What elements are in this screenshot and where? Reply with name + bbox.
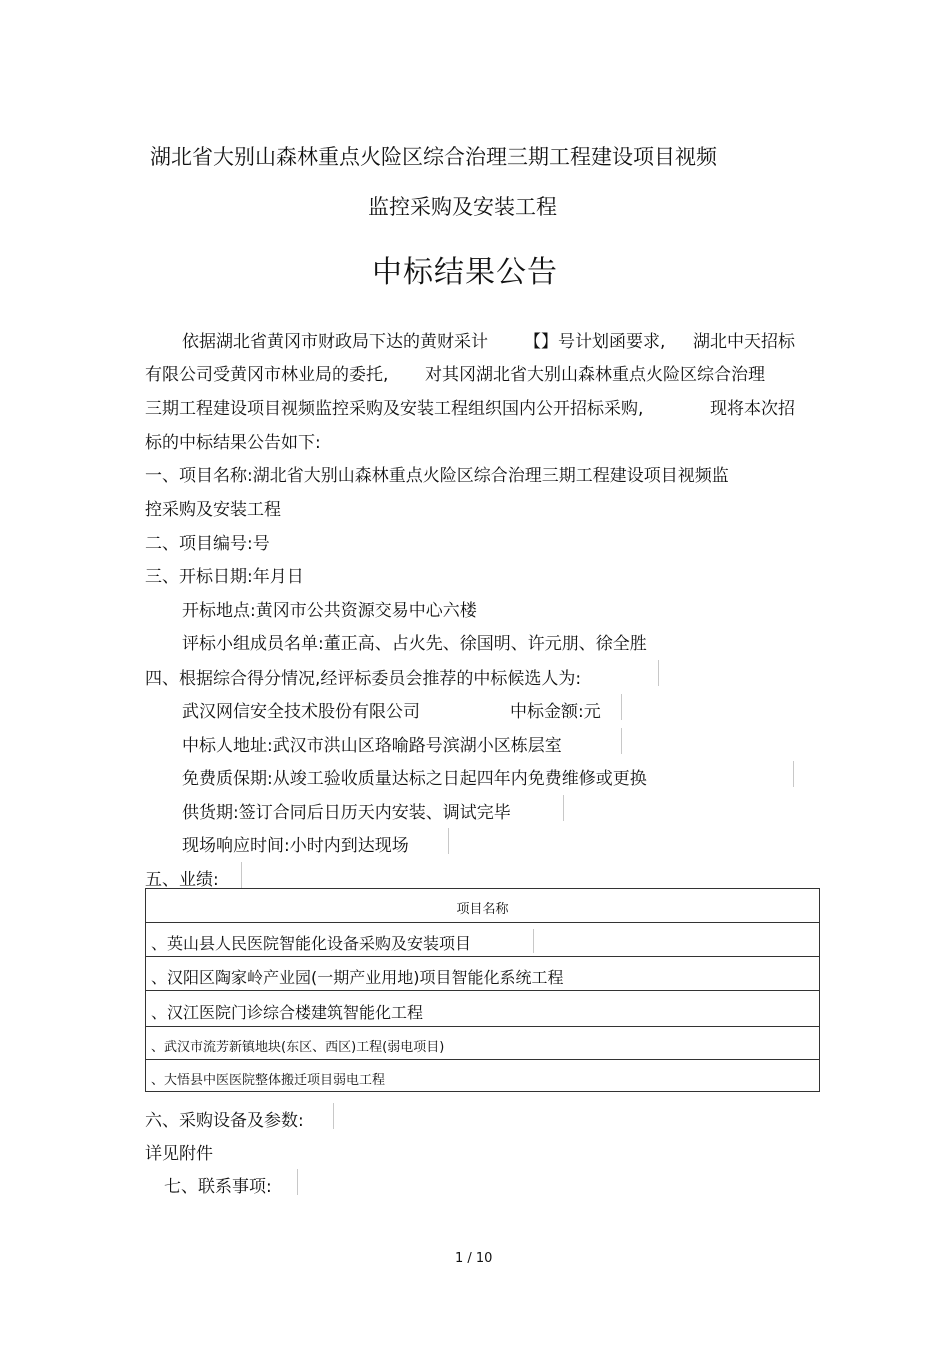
evaluation-panel: 评标小组成员名单:董正高、占火先、徐国明、许元朋、徐全胜 [182, 634, 647, 654]
section-7: 七、联系事项: [164, 1177, 272, 1197]
table-row [146, 1060, 819, 1091]
section-1-line2: 控采购及安装工程 [145, 500, 281, 520]
table-cell: 、大悟县中医医院整体搬迁项目弱电工程 [151, 1073, 386, 1088]
table-row [146, 923, 819, 957]
section-1-line1: 一、项目名称:湖北省大别山森林重点火险区综合治理三期工程建设项目视频监 [145, 466, 729, 486]
table-cell: 、英山县人民医院智能化设备采购及安装项目 [151, 934, 472, 953]
divider [563, 795, 564, 821]
divider [658, 660, 659, 686]
table-cell: 、武汉市流芳新镇地块(东区、西区)工程(弱电项目) [151, 1040, 445, 1055]
section-6: 六、采购设备及参数: [145, 1111, 304, 1131]
section-4: 四、根据综合得分情况,经评标委员会推荐的中标候选人为: [145, 669, 582, 689]
winner-address: 中标人地址:武汉市洪山区珞喻路号滨湖小区栋层室 [182, 736, 562, 756]
winner-amount: 中标金额:元 [510, 702, 601, 722]
supply-period: 供货期:签订合同后日历天内安装、调试完毕 [182, 803, 511, 823]
divider [241, 862, 242, 888]
intro-line2-a: 有限公司受黄冈市林业局的委托, [145, 365, 389, 385]
doc-heading: 中标结果公告 [372, 255, 558, 290]
intro-line3-a: 三期工程建设项目视频监控采购及安装工程组织国内公开招标采购, [145, 399, 644, 419]
divider [533, 929, 534, 953]
table-row [146, 991, 819, 1027]
doc-title-line1: 湖北省大别山森林重点火险区综合治理三期工程建设项目视频 [150, 145, 717, 169]
table-cell: 、汉阳区陶家岭产业园(一期产业用地)项目智能化系统工程 [151, 968, 564, 987]
divider [621, 694, 622, 720]
section-3: 三、开标日期:年月日 [145, 567, 304, 587]
intro-line1-a: 依据湖北省黄冈市财政局下达的黄财采计 [182, 332, 488, 352]
intro-line1-c: 湖北中天招标 [693, 332, 795, 352]
divider [448, 828, 449, 854]
warranty-period: 免费质保期:从竣工验收质量达标之日起四年内免费维修或更换 [182, 769, 647, 789]
divider [297, 1169, 298, 1195]
winner-company: 武汉网信安全技术股份有限公司 [182, 702, 420, 722]
section-5: 五、业绩: [145, 870, 219, 890]
table-header-row [146, 889, 819, 923]
divider [621, 728, 622, 754]
table-row [146, 1027, 819, 1060]
table-cell: 、汉江医院门诊综合楼建筑智能化工程 [151, 1003, 424, 1022]
intro-line1-b: 【】号计划函要求, [524, 332, 666, 352]
divider [333, 1103, 334, 1129]
attachment-note: 详见附件 [145, 1144, 213, 1164]
page-number: 1 / 10 [455, 1251, 493, 1266]
divider [793, 761, 794, 787]
response-time: 现场响应时间:小时内到达现场 [182, 836, 409, 856]
section-2: 二、项目编号:号 [145, 534, 270, 554]
doc-title-line2: 监控采购及安装工程 [368, 195, 557, 219]
table-header: 项目名称 [456, 902, 509, 917]
intro-line4: 标的中标结果公告如下: [145, 433, 321, 453]
intro-line3-b: 现将本次招 [710, 399, 795, 419]
intro-line2-b: 对其冈湖北省大别山森林重点火险区综合治理 [425, 365, 765, 385]
bid-opening-place: 开标地点:黄冈市公共资源交易中心六楼 [182, 601, 477, 621]
performance-table [145, 888, 820, 1092]
table-row [146, 957, 819, 991]
